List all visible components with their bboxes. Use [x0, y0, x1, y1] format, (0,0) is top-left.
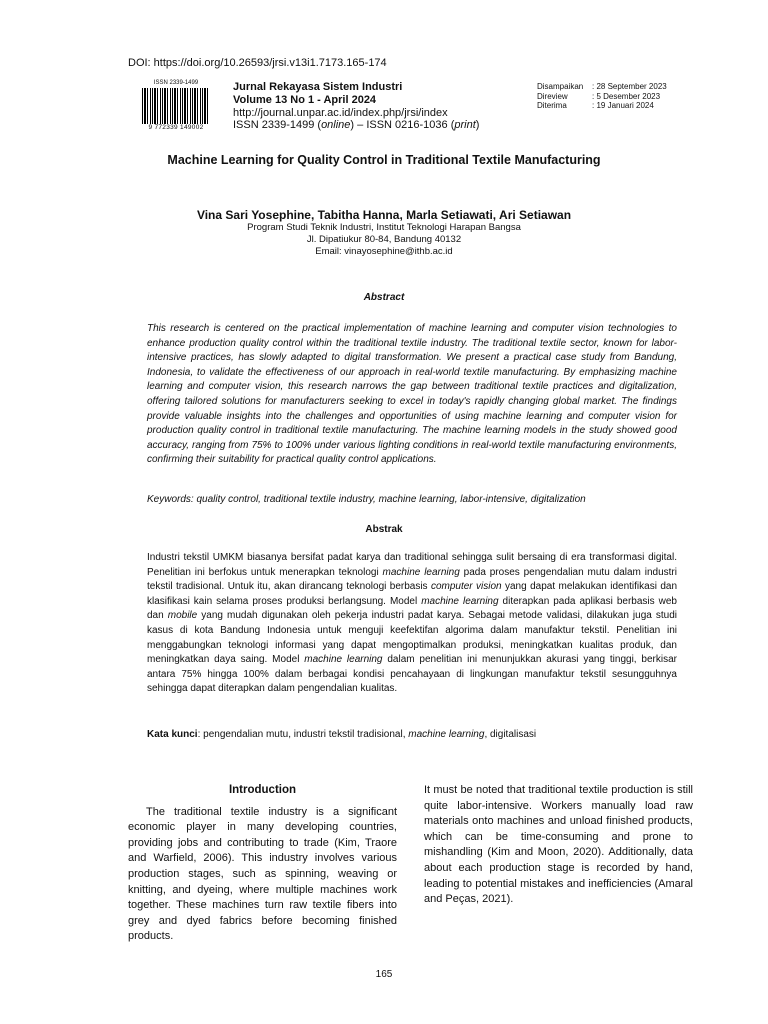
kata-kunci: Kata kunci: pengendalian mutu, industri tekstil tradisional, machine learning, digitalisasi	[147, 729, 537, 740]
journal-name: Jurnal Rekayasa Sistem Industri	[233, 81, 403, 93]
issn-barcode	[140, 80, 212, 134]
abstrak-heading: Abstrak	[365, 524, 403, 535]
doi-line: DOI: https://doi.org/10.26593/jrsi.v13i1.7173.165-174	[128, 57, 387, 69]
abstrak-text: Industri tekstil UMKM biasanya bersifat padat karya dan traditional sehingga sulit bersaing di era transformasi digital. Penelitian ini berfokus untuk menerapkan teknologi machine learning pada proses pengendalian mutu dalam industri tekstil tradisional. Untuk itu, akan dirancang teknologi berbasis computer vision yang dapat melakukan identifikasi dan klasifikasi kain selama proses produksi berlangsung. Model machine learning diterapkan pada aplikasi berbasis web dan mobile yang mudah digunakan oleh pekerja industri padat karya. Sebagai metode validasi, dilakukan juga studi kasus di kota Bandung Indonesia untuk menguji keefektifan algorima dalam manufaktur tekstil. Penelitian ini menggabungkan teknologi informasi yang dapat mengoptimalkan produksi, meningkatkan kualitas produk, dan meningkatkan daya saing. Model machine learning dalam penelitian ini menunjukkan akurasi yang tinggi, berkisar antara 75% hingga 100% dalam berbagai kondisi pencahayaan di lingkungan manufaktur tekstil sesungguhnya sehingga dapat diterapkan dalam pengendalian kualitas.	[147, 552, 678, 695]
date-label: Direview	[537, 91, 568, 101]
date-row-accepted	[537, 101, 667, 111]
introduction-heading: Introduction	[228, 784, 297, 796]
date-value: : 28 September 2023	[592, 82, 667, 91]
journal-issn: ISSN 2339-1499 (online) – ISSN 0216-1036 (print)	[233, 119, 480, 132]
date-row-reviewed	[537, 92, 667, 102]
affiliation-institution: Program Studi Teknik Industri, Institut Teknologi Harapan Bangsa	[247, 222, 521, 233]
date-row-submitted	[537, 82, 667, 92]
journal-url[interactable]: http://journal.unpar.ac.id/index.php/jrsi/index	[233, 106, 448, 119]
barcode-bars	[142, 88, 210, 124]
submission-dates	[537, 82, 667, 111]
journal-volume: Volume 13 No 1 - April 2024	[233, 93, 377, 106]
abstract-heading: Abstract	[363, 292, 405, 303]
barcode-number: 9 772339 149002	[148, 124, 204, 131]
journal-info	[233, 81, 479, 132]
date-label: Diterima	[537, 101, 567, 110]
date-label: Disampaikan	[537, 82, 584, 91]
affiliation-email[interactable]: Email: vinayosephine@ithb.ac.id	[315, 246, 453, 257]
body-paragraph: The traditional textile industry is a significant economic player in many developing countries, providing jobs and contributing to trade (Kim, Traore and Warfield, 2006). This industry involves various production stages, such as spinning, weaving or knitting, and dyeing, where multiple machines work together. These machines turn raw textile fibers into grey and dyed fabrics before becoming finished products.	[128, 805, 397, 943]
body-paragraph: It must be noted that traditional textile production is still quite labor-intensive. Workers manually load raw materials onto machines and unload finished products, which can be time-consuming and prone to mishandling (Kim and Moon, 2020). Additionally, data about each production stage is recorded by hand, leading to potential mistakes and inefficiencies (Amaral and Peças, 2021).	[424, 784, 693, 906]
author-list: Vina Sari Yosephine, Tabitha Hanna, Marla Setiawati, Ari Setiawan	[196, 208, 572, 222]
keywords: Keywords: quality control, traditional textile industry, machine learning, labor-intensive, digitalization	[147, 494, 586, 505]
barcode-issn-label: ISSN 2339-1499	[140, 80, 212, 87]
page-number: 165	[375, 969, 393, 980]
affiliation-address: Jl. Dipatiukur 80-84, Bandung 40132	[306, 234, 462, 245]
kata-kunci-label: Kata kunci	[147, 729, 198, 740]
abstract-text: This research is centered on the practical implementation of machine learning and computer vision technologies to enhance production quality control within the traditional textile industry. The traditional textile sector, known for labor-intensive practices, has slowly adapted to digital transformation. We present a practical case study from Bandung, Indonesia, to validate the effectiveness of our approach in real-world textile manufacturing. By emphasizing machine learning and computer vision, this research narrows the gap between traditional textile practices and digitalization, offering tailored solutions for manufacturers seeking to excel in today's rapidly changing global market. The findings provide valuable insights into the challenges and opportunities of using machine learning and computer vision for production quality control in traditional textile manufacturing. The machine learning models in the study showed good accuracy, ranging from 75% to 100% under various lighting conditions in real-world textile manufacturing environments, confirming their suitability for practical quality control applications.	[147, 323, 677, 466]
affiliation	[0, 222, 768, 258]
body-column-left	[128, 783, 397, 945]
date-value: : 19 Januari 2024	[592, 101, 654, 110]
body-column-right	[424, 783, 693, 908]
date-value: : 5 Desember 2023	[592, 91, 661, 101]
paper-title: Machine Learning for Quality Control in Traditional Textile Manufacturing	[167, 153, 601, 167]
